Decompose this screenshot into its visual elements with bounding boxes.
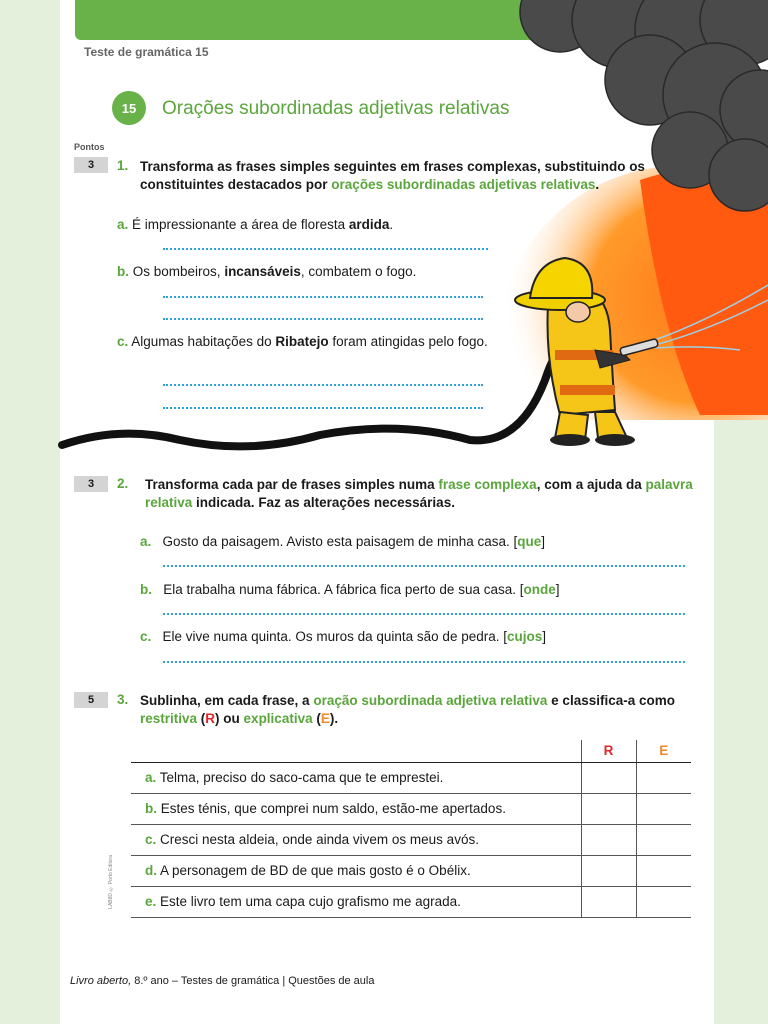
q1-answer-line-c1[interactable] <box>163 384 483 386</box>
test-number-badge: 15 <box>112 91 146 125</box>
row-d-r-cell[interactable] <box>581 855 636 886</box>
q1-instruction: Transforma as frases simples seguintes em frases complexas, substituindo os constituintes destacados por orações subordinadas adjetivas relativas. <box>140 159 645 192</box>
classification-table <box>131 740 691 918</box>
row-a-e-cell[interactable] <box>636 762 691 793</box>
q2-item-b: b. Ela trabalha numa fábrica. A fábrica fica perto de sua casa. [onde] <box>140 582 560 597</box>
q2-answer-line-a[interactable] <box>163 565 685 567</box>
q3-instruction: Sublinha, em cada frase, a oração subordinada adjetiva relativa e classifica-a como restritiva (R) ou explicativa (E). <box>140 693 675 726</box>
q2-item-c: c. Ele vive numa quinta. Os muros da quinta são de pedra. [cujos] <box>140 629 547 644</box>
q2-answer-line-b[interactable] <box>163 613 685 615</box>
row-c-e-cell[interactable] <box>636 824 691 855</box>
copyright-note: LAB8D © Porto Editora <box>108 855 114 909</box>
q3-points-box: 5 <box>74 692 108 708</box>
q1-answer-line-c2[interactable] <box>163 407 483 409</box>
q1-item-b: b. Os bombeiros, incansáveis, combatem o fogo. <box>117 264 417 279</box>
row-e-r-cell[interactable] <box>581 886 636 917</box>
q2-item-a: a. Gosto da paisagem. Avisto esta paisagem de minha casa. [que] <box>140 534 546 549</box>
q2-instruction: Transforma cada par de frases simples numa frase complexa, com a ajuda da palavra relativa indicada. Faz as alterações necessárias. <box>145 477 693 510</box>
row-b-r-cell[interactable] <box>581 793 636 824</box>
row-d-e-cell[interactable] <box>636 855 691 886</box>
points-label: Pontos <box>74 142 105 152</box>
q1-answer-line-b2[interactable] <box>163 318 483 320</box>
test-label: Teste de gramática 15 <box>84 45 209 59</box>
q1-answer-line-b1[interactable] <box>163 296 483 298</box>
row-e-e-cell[interactable] <box>636 886 691 917</box>
q2-points-box: 3 <box>74 476 108 492</box>
q1-highlight: orações subordinadas adjetivas relativas <box>331 177 596 192</box>
table-row <box>131 855 691 886</box>
table-header-row <box>131 740 691 762</box>
page-title: Orações subordinadas adjetivas relativas <box>162 98 510 119</box>
row-a-text: a. Telma, preciso do saco-cama que te emprestei. <box>131 762 581 793</box>
row-c-r-cell[interactable] <box>581 824 636 855</box>
row-e-text: e. Este livro tem uma capa cujo grafismo me agrada. <box>131 886 581 917</box>
row-d-text: d. A personagem de BD de que mais gosto é o Obélix. <box>131 855 581 886</box>
row-b-e-cell[interactable] <box>636 793 691 824</box>
column-r-header: R <box>581 740 636 762</box>
column-e-header: E <box>636 740 691 762</box>
row-b-text: b. Estes ténis, que comprei num saldo, estão-me apertados. <box>131 793 581 824</box>
table-row <box>131 793 691 824</box>
table-row <box>131 824 691 855</box>
footer: Livro aberto, 8.º ano – Testes de gramática | Questões de aula <box>70 975 375 987</box>
table-row <box>131 886 691 917</box>
row-c-text: c. Cresci nesta aldeia, onde ainda vivem os meus avós. <box>131 824 581 855</box>
q1-points-box: 3 <box>74 157 108 173</box>
q2-answer-line-c[interactable] <box>163 661 685 663</box>
q3-number: 3. <box>117 692 129 707</box>
q1-number: 1. <box>117 158 129 173</box>
table-row <box>131 762 691 793</box>
row-a-r-cell[interactable] <box>581 762 636 793</box>
q1-item-c: c. Algumas habitações do Ribatejo foram atingidas pelo fogo. <box>117 334 488 349</box>
right-margin-band <box>714 420 768 1024</box>
q1-item-a: a. É impressionante a área de floresta ardida. <box>117 217 394 232</box>
q2-number: 2. <box>117 476 129 491</box>
q1-answer-line-a[interactable] <box>163 248 488 250</box>
